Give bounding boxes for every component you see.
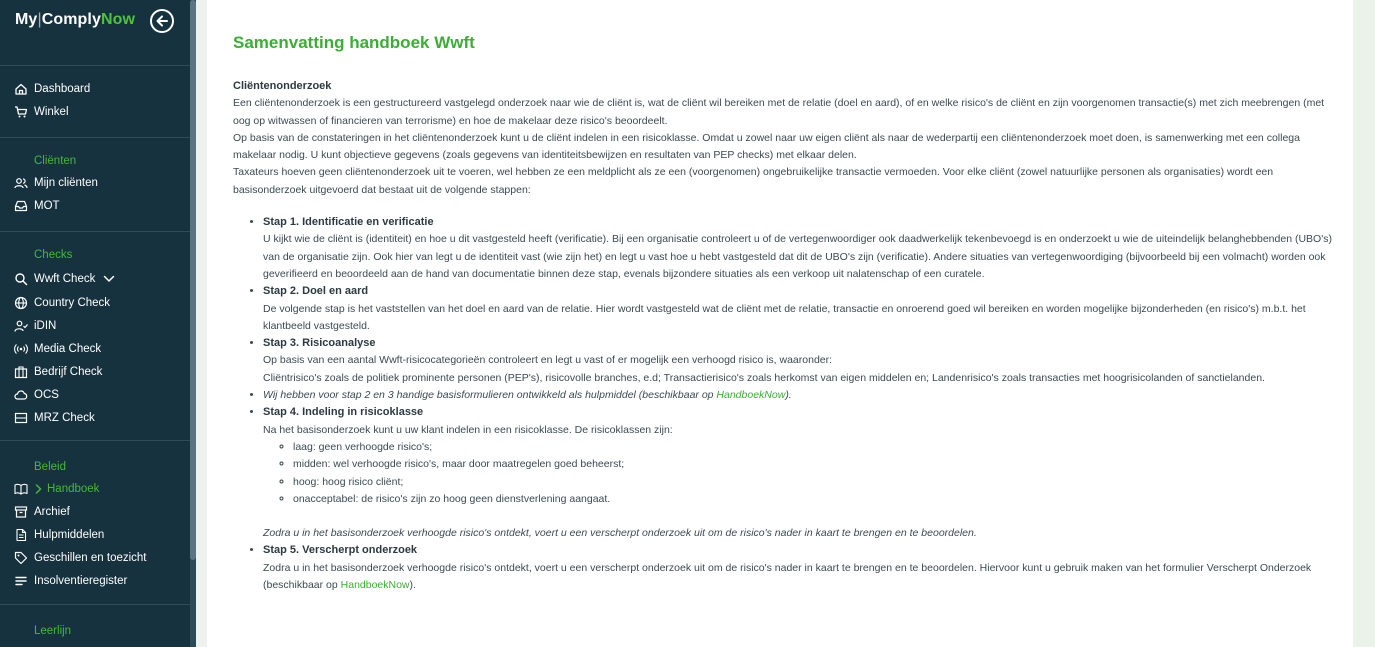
sidebar-item-label: iDIN — [34, 320, 57, 332]
risk-class-item: ◦ laag: geen verhoogde risico's; — [293, 439, 1333, 456]
sidebar-item-label: Media Check — [34, 343, 102, 355]
sidebar-item-label: Handboek — [47, 483, 100, 495]
handboeknow-link[interactable]: HandboekNow — [340, 579, 410, 592]
section-title-clienten: Cliënten — [34, 155, 77, 167]
section-subheading: Cliëntenonderzoek — [233, 80, 332, 92]
step-text-part: Zodra u in het basisonderzoek verhoogde risico's ontdekt, voert u een verscherpt onderzoek uit om de risico's nader in kaart te brengen en te beoordelen. Hiervoor kunt u gebruik maken van het formulier Verscherpt Onderzoek (beschikbaar op — [263, 561, 1312, 592]
risk-class-item: ◦ hoog: hoog risico cliënt; — [293, 474, 1333, 491]
home-icon — [13, 82, 28, 97]
book-icon — [13, 482, 28, 497]
sidebar-item-mijn-clienten[interactable] — [13, 174, 98, 192]
risk-class-item: ◦ onacceptabel: de risico's zijn zo hoog geen dienstverlening aangaat. — [293, 491, 1333, 508]
sidebar-item-archief[interactable] — [13, 503, 70, 521]
intro-paragraph: Op basis van de constateringen in het cliëntenonderzoek kunt u de cliënt indelen in een risicoklasse. Omdat u zowel naar uw eigen cliënt als naar de wederpartij een cliëntenonderzoek moet doen, is samenwerking met een collega makelaar nodig. U kunt objectieve gegevens (zoals gegevens van identiteitsbewijzen en resultaten van PEP checks) met elkaar delen. — [233, 131, 1300, 162]
chevron-down-icon[interactable] — [103, 275, 115, 283]
step-title: • Stap 2. Doel en aard — [263, 285, 369, 298]
sidebar-item-media-check[interactable] — [13, 340, 101, 358]
globe-icon — [13, 296, 28, 311]
users-icon — [13, 176, 28, 191]
building-icon — [13, 365, 28, 380]
user-check-icon — [13, 319, 28, 334]
sidebar-item-label: Mijn cliënten — [34, 177, 98, 189]
sidebar-item-ocs[interactable] — [13, 386, 59, 404]
steps-list — [263, 214, 1333, 594]
sidebar-item-mrz-check[interactable] — [13, 409, 95, 427]
step-text: Op basis van een aantal Wwft-risicocategorieën controleert en legt u vast of er mogelijk een verhoogd risico is, waaronder: — [263, 354, 833, 367]
id-card-icon — [13, 411, 28, 426]
cloud-icon — [13, 388, 28, 403]
search-icon — [13, 272, 28, 287]
step-text: U kijkt wie de cliënt is (identiteit) en hoe u dit vastgesteld heeft (verificatie). Bij een organisatie controleert u of de vertegenwoordiger ook daadwerkelijk tekenbevoegd is en onderzoekt u wie de uiteindelijk belanghebbenden (UBO's) van de organisatie zijn. Ook hier van legt u de identiteit vast (wie zijn het) en legt u vast hoe u hebt vastgesteld dat dit de UBO's zijn (verificatie). Andere situaties van vertegenwoordiging (bijvoorbeeld bij een volmacht) worden ook geverifieerd en beoordeeld aan de hand van documentatie binnen deze stap, evenals bijzondere situaties als een verkoop uit nalatenschap of een curatele. — [263, 233, 1332, 280]
scrollbar-thumb[interactable] — [190, 0, 196, 560]
step-title: • Stap 5. Verscherpt onderzoek — [263, 544, 418, 557]
brand-now: Now — [100, 11, 136, 28]
step-text: De volgende stap is het vaststellen van het doel en aard van de relatie. Hier wordt vastgesteld wat de cliënt met de relatie, transactie en onroerend goed wil bereiken en worden mogelijke bijzonderheden (en risico's) m.b.t. het klantbeeld vastgesteld. — [263, 302, 1306, 332]
sidebar-item-label: Geschillen en toezicht — [34, 552, 147, 564]
cart-icon — [13, 105, 28, 120]
sidebar-item-label: Bedrijf Check — [34, 366, 103, 378]
sidebar-divider — [0, 137, 190, 138]
brand-logo[interactable] — [15, 11, 135, 29]
sidebar-item-label: Country Check — [34, 297, 111, 309]
tag-icon — [13, 551, 28, 566]
risk-class-item: ◦ midden: wel verhoogde risico's, maar door maatregelen goed beheerst; — [293, 456, 1333, 473]
section-title-beleid: Beleid — [34, 461, 66, 473]
sidebar-divider — [0, 440, 190, 441]
collapse-sidebar-button[interactable] — [150, 9, 174, 33]
step-text: Na het basisonderzoek kunt u uw klant indelen in een risicoklasse. De risicoklassen zijn: — [263, 423, 673, 436]
sidebar-item-label: Dashboard — [34, 83, 91, 95]
content-card — [207, 0, 1353, 647]
section-title-leerlijn: Leerlijn — [34, 625, 72, 637]
broadcast-icon — [13, 342, 28, 357]
sidebar-item-label: Insolventieregister — [34, 575, 128, 587]
note-text: Wij hebben voor stap 2 en 3 handige basisformulieren ontwikkeld als hulpmiddel (beschikbaar op — [263, 389, 717, 402]
step-item — [263, 214, 1333, 283]
handboeknow-link[interactable]: HandboekNow — [716, 389, 786, 402]
step-item — [263, 404, 1333, 542]
step-title: • Stap 1. Identificatie en verificatie — [263, 216, 434, 229]
sidebar-item-label: Wwft Check — [34, 273, 96, 285]
tool-note — [263, 387, 1333, 404]
sidebar-item-wwft-check[interactable] — [13, 270, 115, 288]
step-title: • Stap 3. Risicoanalyse — [263, 337, 376, 350]
sidebar-item-mot[interactable] — [13, 197, 60, 215]
inbox-icon — [13, 199, 28, 214]
step-title: • Stap 4. Indeling in risicoklasse — [263, 406, 424, 419]
sidebar-item-geschillen[interactable] — [13, 549, 147, 567]
right-gutter — [1353, 0, 1375, 647]
sidebar-item-label: MRZ Check — [34, 412, 95, 424]
brand-separator: | — [37, 11, 42, 28]
sidebar-item-label: MOT — [34, 200, 60, 212]
arrow-left-icon — [155, 14, 169, 28]
sidebar-divider — [0, 65, 190, 66]
step-text — [263, 560, 1333, 595]
risk-class-list — [293, 439, 1333, 508]
step-text: Cliëntrisico's zoals de politiek prominente personen (PEP's), risicovolle branches, e.d; Transactierisico's zoals herkomst van eigen middelen en; Landenrisico's zoals transacties met hoogrisicolanden of sanctielanden. — [263, 371, 1265, 384]
step-item — [263, 542, 1333, 594]
step-text-part: ). — [409, 579, 416, 592]
sidebar-item-dashboard[interactable] — [13, 80, 90, 98]
file-icon — [13, 528, 28, 543]
step-item — [263, 283, 1333, 335]
archive-icon — [13, 505, 28, 520]
sidebar-item-idin[interactable] — [13, 317, 56, 335]
sidebar-item-insolventieregister[interactable] — [13, 572, 127, 590]
sidebar-divider — [0, 231, 190, 232]
chevron-right-icon — [34, 482, 44, 497]
brand-my: My — [15, 11, 38, 28]
section-title-checks: Checks — [34, 249, 73, 261]
handbook-summary — [233, 78, 1333, 594]
sidebar-divider — [0, 604, 190, 605]
sidebar-item-bedrijf-check[interactable] — [13, 363, 102, 381]
note-text: ). — [785, 389, 792, 402]
page-title: Samenvatting handboek Wwft — [233, 33, 475, 52]
sidebar-item-country-check[interactable] — [13, 294, 110, 312]
sidebar-item-winkel[interactable] — [13, 103, 69, 121]
step-note: Zodra u in het basisonderzoek verhoogde risico's ontdekt, voert u een verscherpt onderzoek uit om de risico's nader in kaart te brengen en te beoordelen. — [263, 527, 977, 540]
list-icon — [13, 574, 28, 589]
brand-comply: Comply — [41, 11, 101, 28]
step-item — [263, 335, 1333, 387]
sidebar-item-label: Hulpmiddelen — [34, 529, 105, 541]
sidebar-scrollbar[interactable] — [190, 0, 196, 647]
sidebar-item-handboek[interactable] — [13, 480, 99, 498]
sidebar-item-label: OCS — [34, 389, 59, 401]
sidebar-item-label: Archief — [34, 506, 70, 518]
intro-paragraph: Taxateurs hoeven geen cliëntenonderzoek uit te voeren, wel hebben ze een meldplicht als ze een (voorgenomen) ongebruikelijke transactie vermoeden. Voor elke cliënt (zowel natuurlijke personen als organisaties) wordt een basisonderzoek uitgevoerd dat bestaat uit de volgende stappen: — [233, 166, 1274, 196]
intro-paragraph: Een cliëntenonderzoek is een gestructureerd vastgelegd onderzoek naar wie de cliënt is, wat de cliënt wil bereiken met de relatie (doel en aard), of en welke risico's de cliënt en zijn voorgenomen transactie(s) met zich meebrengen (met oog op witwassen of financieren van terrorisme) en hoe de makelaar deze risico's beoordeelt. — [233, 97, 1325, 127]
sidebar-item-label: Winkel — [34, 106, 69, 118]
sidebar — [0, 0, 196, 647]
sidebar-item-hulpmiddelen[interactable] — [13, 526, 104, 544]
